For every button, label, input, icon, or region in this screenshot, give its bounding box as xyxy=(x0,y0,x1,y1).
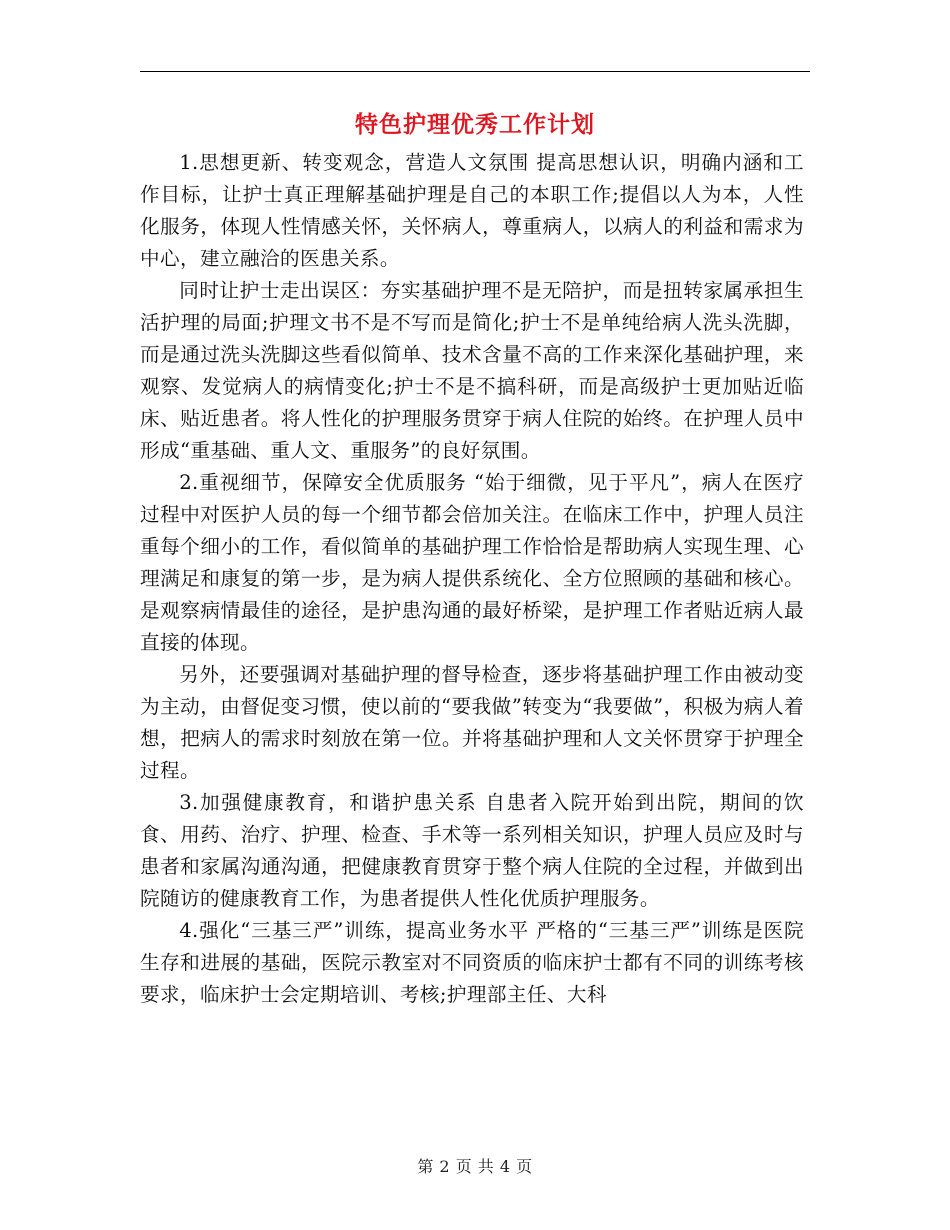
document-body xyxy=(140,147,804,1011)
document-title: 特色护理优秀工作计划 xyxy=(355,111,595,138)
paragraph-1: 1.思想更新、转变观念，营造人文氛围 提高思想认识，明确内涵和工作目标，让护士真正理解基础护理是自己的本职工作;提倡以人为本，人性化服务，体现人性情感关怀，关怀病人，尊重病人，以病人的利益和需求为中心，建立融洽的医患关系。 xyxy=(140,151,804,270)
header-rule xyxy=(140,71,810,72)
paragraph-5: 3.加强健康教育，和谐护患关系 自患者入院开始到出院，期间的饮食、用药、治疗、护理、检查、手术等一系列相关知识，护理人员应及时与患者和家属沟通沟通，把健康教育贯穿于整个病人住院的全过程，并做到出院随访的健康教育工作，为患者提供人性化优质护理服务。 xyxy=(140,791,804,910)
paragraph-6: 4.强化“三基三严”训练，提高业务水平 严格的“三基三严”训练是医院生存和进展的基础，医院示教室对不同资质的临床护士都有不同的训练考核要求，临床护士会定期培训、考核;护理部主任、大科 xyxy=(140,919,804,1006)
paragraph-2: 同时让护士走出误区：夯实基础护理不是无陪护，而是扭转家属承担生活护理的局面;护理文书不是不写而是简化;护士不是单纯给病人洗头洗脚，而是通过洗头洗脚这些看似简单、技术含量不高的工作来深化基础护理，来观察、发觉病人的病情变化;护士不是不搞科研，而是高级护士更加贴近临床、贴近患者。将人性化的护理服务贯穿于病人住院的始终。在护理人员中形成“重基础、重人文、重服务”的良好氛围。 xyxy=(140,279,804,462)
paragraph-4: 另外，还要强调对基础护理的督导检查，逐步将基础护理工作由被动变为主动，由督促变习惯，使以前的“要我做”转变为“我要做”，积极为病人着想，把病人的需求时刻放在第一位。并将基础护理和人文关怀贯穿于护理全过程。 xyxy=(140,663,804,782)
paragraph-3: 2.重视细节，保障安全优质服务 “始于细微，见于平凡”，病人在医疗过程中对医护人员的每一个细节都会倍加关注。在临床工作中，护理人员注重每个细小的工作，看似简单的基础护理工作恰恰是帮助病人实现生理、心理满足和康复的第一步，是为病人提供系统化、全方位照顾的基础和核心。是观察病情最佳的途径，是护患沟通的最好桥梁，是护理工作者贴近病人最直接的体现。 xyxy=(140,471,804,654)
page-number-footer: 第 2 页 共 4 页 xyxy=(417,1157,533,1176)
